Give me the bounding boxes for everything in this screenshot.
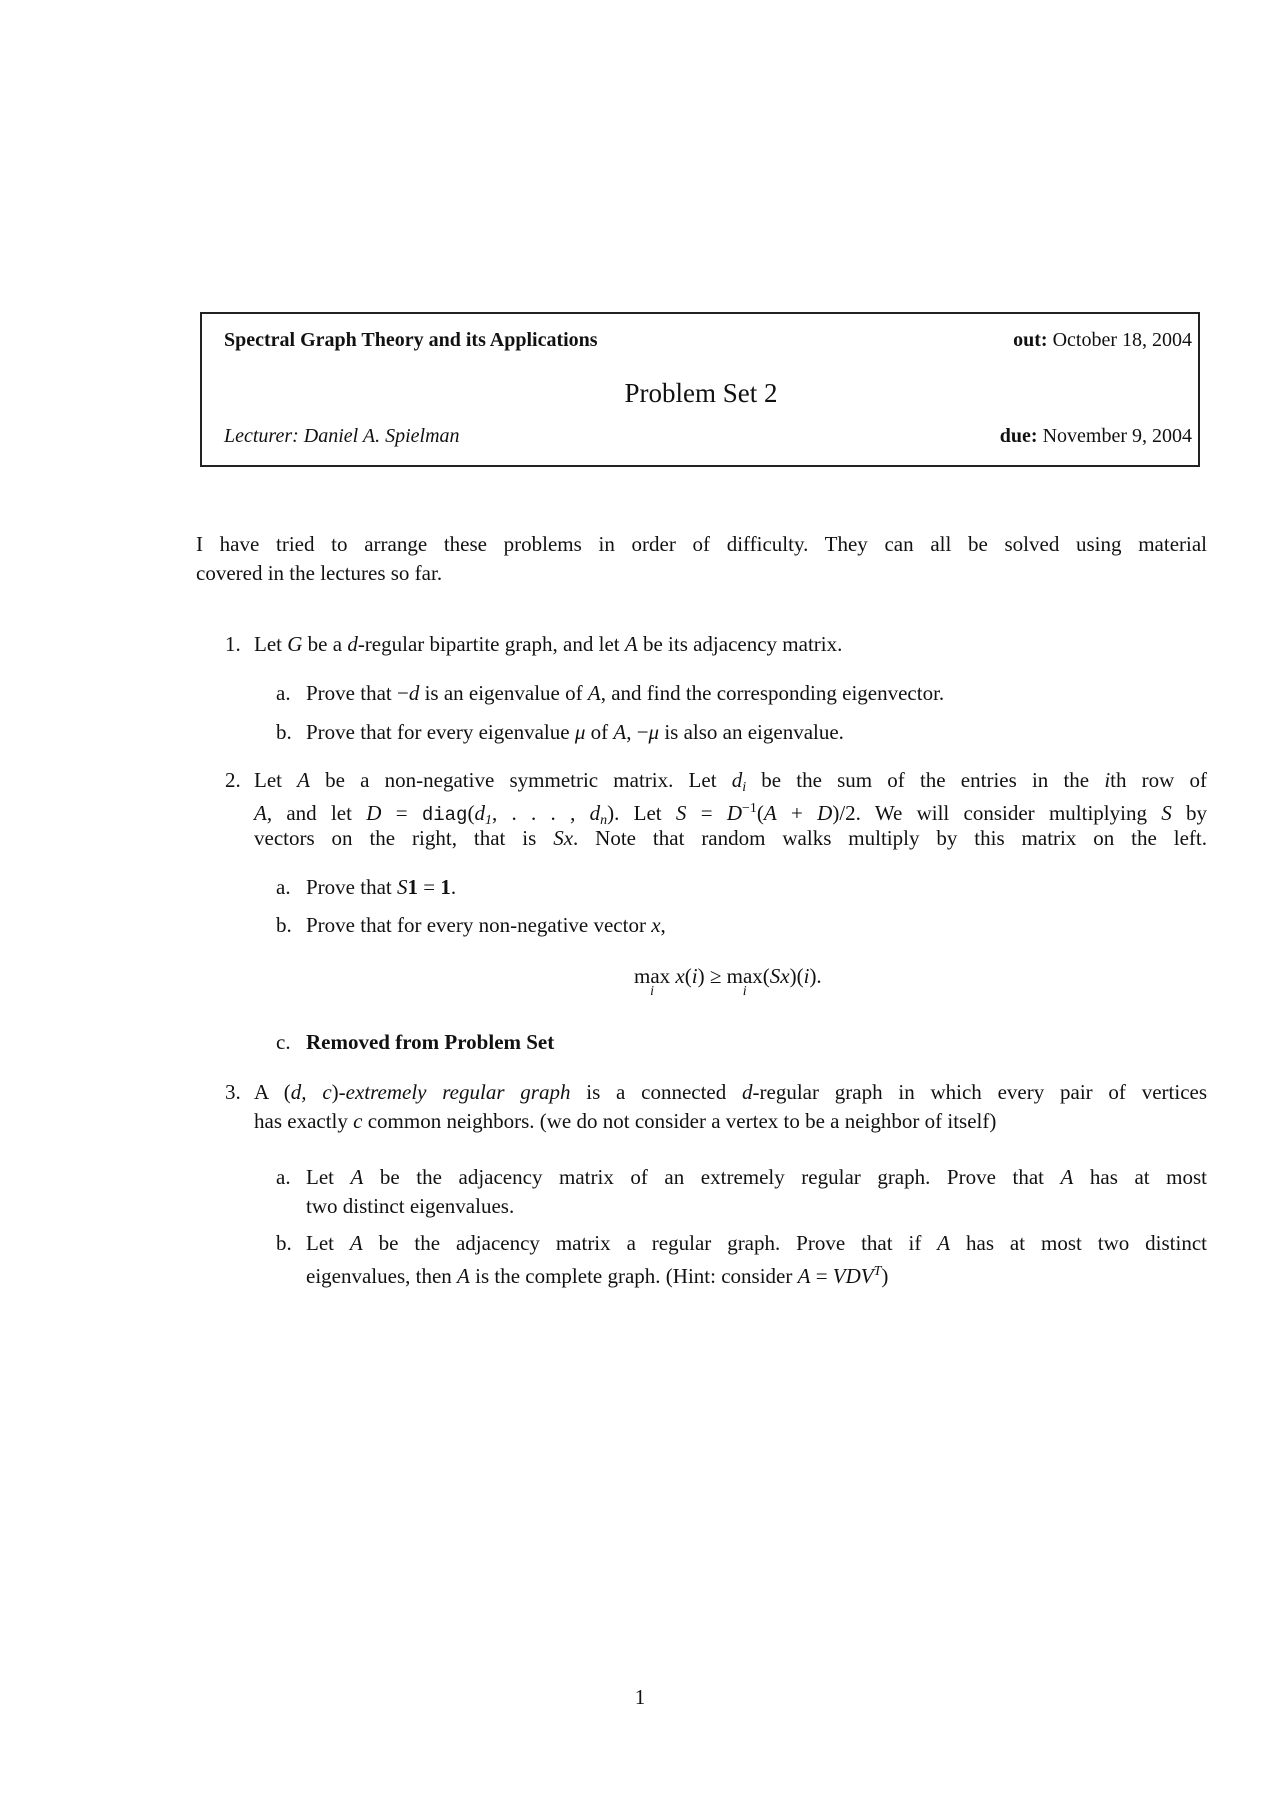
text-line <box>254 1079 1207 1105</box>
math-term: d <box>347 632 358 656</box>
text-segment: be the sum of the entries in the <box>746 768 1105 792</box>
text-segment: has at most two distinct <box>950 1231 1207 1255</box>
math-term: Sx <box>769 964 790 988</box>
math-term: i <box>691 964 698 988</box>
text-segment: is the complete graph. (Hint: consider <box>469 1264 798 1288</box>
text-segment: ( <box>467 801 475 825</box>
text-segment: . <box>450 875 457 899</box>
math-term: n <box>600 813 608 828</box>
math-term: D <box>726 801 743 825</box>
text-segment: by <box>1171 801 1208 825</box>
text-segment: , and find the corresponding eigenvector. <box>600 681 945 705</box>
math-term: x <box>675 964 685 988</box>
max-label: max <box>634 964 671 988</box>
item-number: b. <box>276 913 292 937</box>
math-term: A <box>624 632 638 656</box>
text-line <box>196 560 442 586</box>
text-segment: Prove that for every non-negative vector <box>306 913 652 937</box>
text-segment: 1 <box>407 875 418 899</box>
text-segment: vectors on the right, that is <box>254 826 554 850</box>
math-term: d <box>742 1080 753 1104</box>
text-segment: has at most <box>1073 1165 1208 1189</box>
text-line <box>306 1230 1207 1256</box>
text-line <box>306 680 944 706</box>
text-segment: eigenvalues, then <box>306 1264 458 1288</box>
text-line <box>306 1259 888 1289</box>
text-segment: Removed from Problem Set <box>306 1030 555 1054</box>
math-term: A <box>457 1264 470 1288</box>
text-segment: Let <box>254 768 298 792</box>
out-label: out: <box>1013 329 1048 351</box>
text-segment: be a <box>302 632 348 656</box>
text-line <box>196 531 1207 557</box>
text-segment: , − <box>626 720 649 744</box>
text-segment: -regular bipartite graph, and let <box>357 632 625 656</box>
text-segment: I have tried to arrange these problems in order of difficulty. They can all be solved using material <box>196 532 1207 556</box>
text-segment: ( <box>756 801 764 825</box>
item-number: c. <box>276 1030 291 1054</box>
text-segment: is a connected <box>570 1080 743 1104</box>
due-date <box>1000 425 1192 448</box>
text-segment: , <box>660 913 666 937</box>
math-term: D <box>366 801 382 825</box>
due-label: due: <box>999 425 1038 447</box>
text-segment: be a non-negative symmetric matrix. Let <box>310 768 732 792</box>
text-segment: be the adjacency matrix a regular graph. Prove that if <box>362 1231 938 1255</box>
math-term: i <box>742 780 747 795</box>
math-term: x <box>651 913 661 937</box>
lecturer: Lecturer: Daniel A. Spielman <box>224 425 460 447</box>
text-segment: ). Let <box>607 801 676 825</box>
text-segment: ) <box>881 1264 889 1288</box>
text-segment: Let <box>306 1165 351 1189</box>
text-segment: = <box>417 875 441 899</box>
text-segment: common neighbors. (we do not consider a vertex to be a neighbor of itself) <box>362 1109 997 1133</box>
math-term: A <box>297 768 310 792</box>
text-segment: has exactly <box>254 1109 354 1133</box>
item-number: a. <box>276 681 291 705</box>
math-term: c <box>353 1109 363 1133</box>
math-term: d <box>474 801 485 825</box>
out-date <box>1013 329 1192 352</box>
math-term: d <box>408 681 420 705</box>
max-operator <box>634 963 671 999</box>
text-segment: covered in the lectures so far. <box>196 561 443 585</box>
text-segment: = <box>381 801 422 825</box>
text-segment: , . . . , <box>491 801 590 825</box>
max-subscript: i <box>742 984 747 999</box>
math-term: T <box>873 1264 882 1279</box>
text-segment: A ( <box>254 1080 291 1104</box>
text-segment: two distinct eigenvalues. <box>306 1194 515 1218</box>
text-segment: )/2. We will consider multiplying <box>832 801 1162 825</box>
math-term: μ <box>648 720 660 744</box>
text-segment: Prove that for every eigenvalue <box>306 720 575 744</box>
math-term: A <box>349 1231 363 1255</box>
math-term: −1 <box>742 801 757 816</box>
text-segment: Let <box>254 632 288 656</box>
max-operator <box>726 963 763 999</box>
item-number: b. <box>276 1231 292 1255</box>
out-date-value: October 18, 2004 <box>1052 329 1192 351</box>
math-term: A <box>613 720 627 744</box>
math-term: A <box>937 1231 951 1255</box>
display-equation <box>634 963 822 999</box>
text-segment: ). <box>809 964 822 988</box>
math-term: A <box>254 801 267 825</box>
text-segment: th row of <box>1110 768 1207 792</box>
math-term: i <box>803 964 810 988</box>
math-term: VDV <box>832 1264 874 1288</box>
math-term: A <box>1060 1165 1074 1189</box>
text-segment: + <box>776 801 818 825</box>
text-segment: diag <box>421 804 468 826</box>
item-number: 3. <box>225 1080 241 1104</box>
text-line <box>254 631 842 657</box>
math-term: S <box>396 875 408 899</box>
text-segment: -regular graph in which every pair of vertices <box>752 1080 1208 1104</box>
text-segment: Prove that <box>306 875 397 899</box>
item-number: 2. <box>225 768 241 792</box>
max-subscript: i <box>650 984 655 999</box>
text-segment: of <box>585 720 614 744</box>
math-term: A <box>587 681 601 705</box>
math-term: μ <box>574 720 586 744</box>
due-date-value: November 9, 2004 <box>1042 425 1192 447</box>
item-number: a. <box>276 875 291 899</box>
math-term: 1 <box>484 813 492 828</box>
course-title: Spectral Graph Theory and its Applications <box>224 329 598 351</box>
text-segment: is also an eigenvalue. <box>659 720 844 744</box>
text-line <box>306 1193 514 1219</box>
text-line <box>254 825 1207 851</box>
text-line <box>306 874 456 900</box>
math-term: D <box>817 801 833 825</box>
math-term: d <box>589 801 601 825</box>
text-segment: )( <box>789 964 804 988</box>
item-number: a. <box>276 1165 291 1189</box>
text-segment: is an eigenvalue of <box>419 681 588 705</box>
text-segment: ) ≥ <box>697 964 727 988</box>
math-term: A <box>797 1264 811 1288</box>
text-segment: be its adjacency matrix. <box>637 632 843 656</box>
text-segment: . Note that random walks multiply by this matrix on the left. <box>573 826 1207 850</box>
math-term: S <box>675 801 687 825</box>
text-segment: ( <box>684 964 692 988</box>
text-line <box>306 1164 1207 1190</box>
math-term: G <box>287 632 303 656</box>
item-number: b. <box>276 720 292 744</box>
math-term: i <box>1104 768 1111 792</box>
math-term: d <box>731 768 743 792</box>
math-term: A <box>350 1165 364 1189</box>
text-line <box>306 719 844 745</box>
text-segment: be the adjacency matrix of an extremely regular graph. Prove that <box>363 1165 1061 1189</box>
text-line <box>254 1108 996 1134</box>
math-term: Sx <box>553 826 574 850</box>
text-segment: )- <box>331 1080 346 1104</box>
page-number: 1 <box>634 1685 646 1709</box>
text-line <box>306 1029 554 1055</box>
text-segment: ( <box>762 964 770 988</box>
math-term: A <box>763 801 777 825</box>
math-term: S <box>1161 801 1172 825</box>
page-title: Problem Set 2 <box>624 378 778 408</box>
text-segment: = <box>810 1264 833 1288</box>
text-segment: Prove that − <box>306 681 409 705</box>
text-line <box>306 912 666 938</box>
math-term: d, c <box>290 1080 332 1104</box>
text-segment: = <box>686 801 727 825</box>
text-segment: , and let <box>266 801 367 825</box>
text-segment: 1 <box>440 875 451 899</box>
item-number: 1. <box>225 632 241 656</box>
text-segment: Let <box>306 1231 350 1255</box>
math-term: extremely regular graph <box>345 1080 571 1104</box>
max-label: max <box>726 964 763 988</box>
